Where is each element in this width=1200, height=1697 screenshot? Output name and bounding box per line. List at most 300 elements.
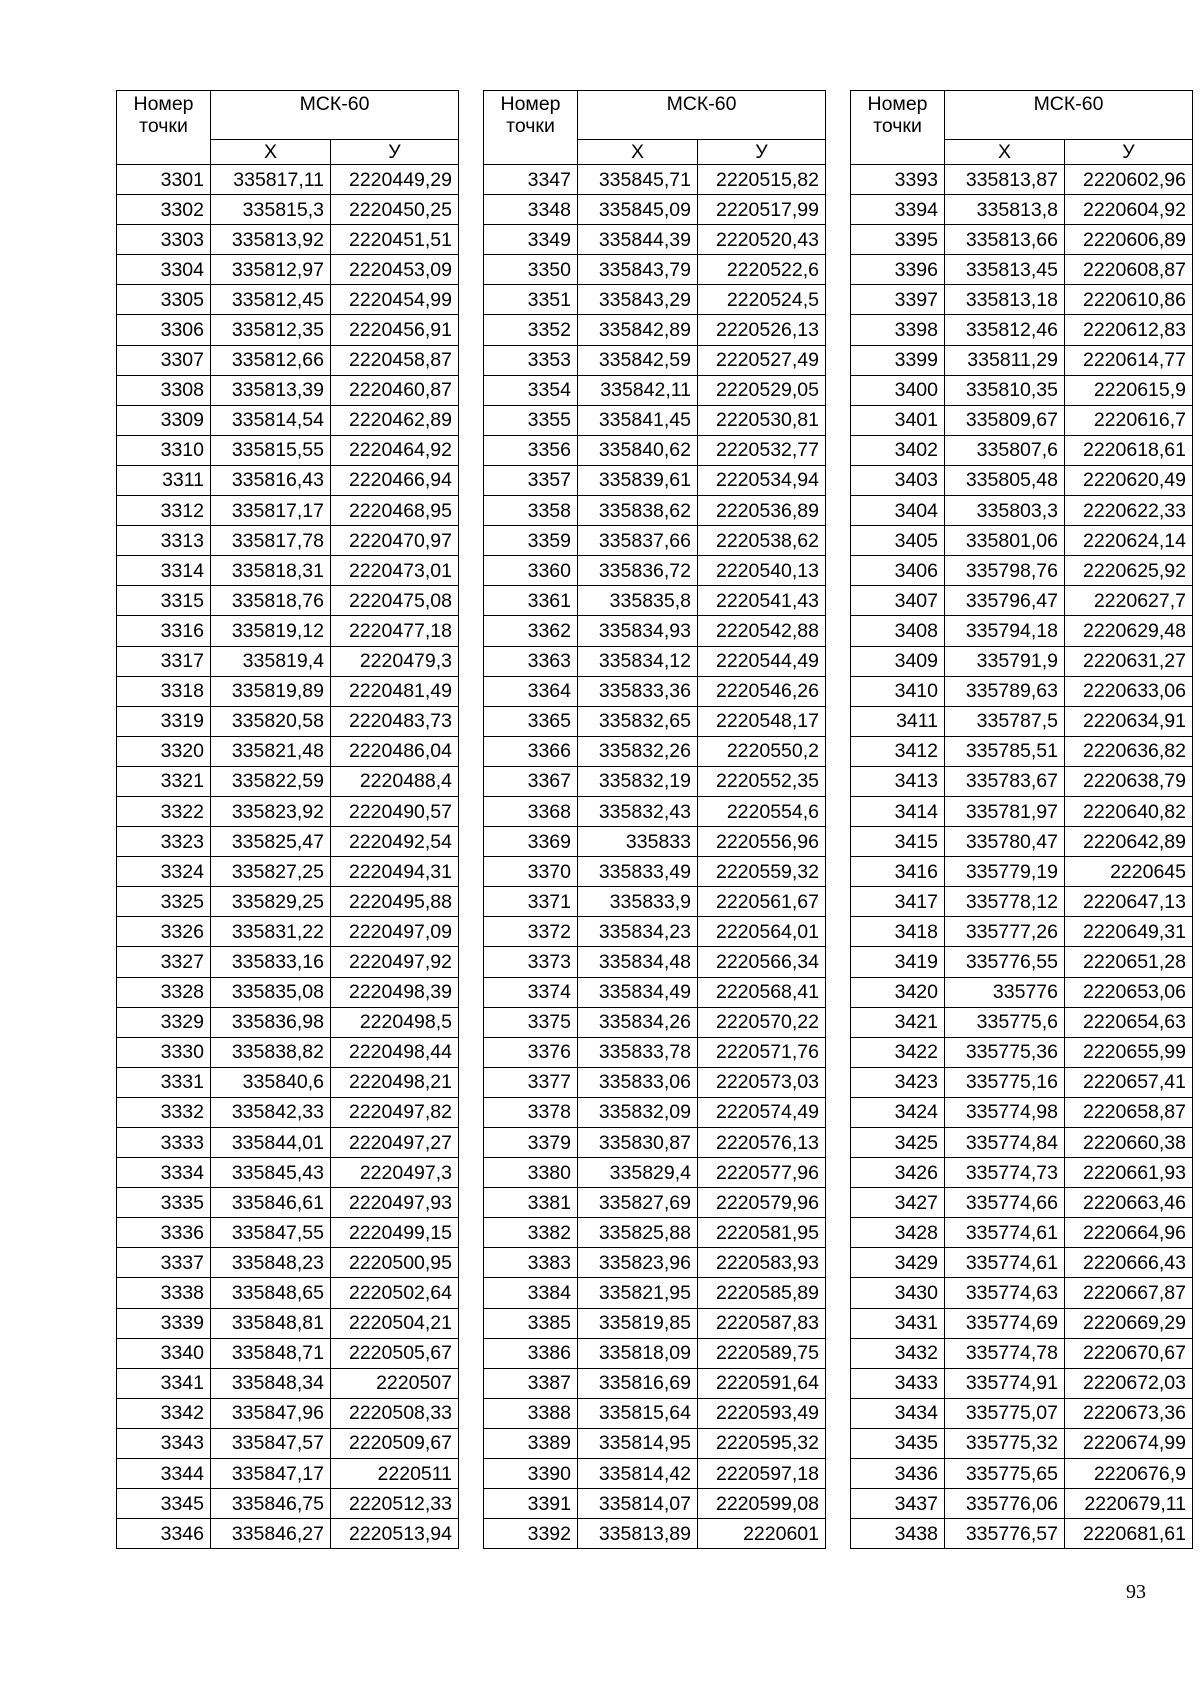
y-coordinate-cell: 2220593,49: [698, 1398, 826, 1428]
y-coordinate-cell: 2220541,43: [698, 586, 826, 616]
y-coordinate-cell: 2220599,08: [698, 1489, 826, 1519]
table-row: [484, 1007, 826, 1037]
point-number-cell: 3385: [484, 1308, 578, 1338]
table-row: [484, 1158, 826, 1188]
point-number-cell: 3338: [117, 1278, 211, 1308]
table-row: [851, 1338, 1193, 1368]
x-coordinate-cell: 335814,54: [211, 405, 331, 435]
point-number-cell: 3303: [117, 225, 211, 255]
point-number-cell: 3393: [851, 165, 945, 195]
x-coordinate-cell: 335835,8: [578, 586, 698, 616]
table-row: [851, 706, 1193, 736]
x-coordinate-cell: 335785,51: [945, 736, 1065, 766]
table-row: [851, 345, 1193, 375]
x-coordinate-cell: 335834,93: [578, 616, 698, 646]
point-number-cell: 3348: [484, 195, 578, 225]
table-row: [851, 1308, 1193, 1338]
y-coordinate-cell: 2220559,32: [698, 857, 826, 887]
y-coordinate-cell: 2220544,49: [698, 646, 826, 676]
point-number-cell: 3409: [851, 646, 945, 676]
point-number-cell: 3410: [851, 676, 945, 706]
y-coordinate-cell: 2220583,93: [698, 1248, 826, 1278]
y-coordinate-cell: 2220624,14: [1065, 526, 1193, 556]
y-coordinate-cell: 2220509,67: [331, 1428, 459, 1458]
table-row: [484, 285, 826, 315]
table-row: [117, 1067, 459, 1097]
point-number-cell: 3360: [484, 556, 578, 586]
y-coordinate-cell: 2220481,49: [331, 676, 459, 706]
y-coordinate-cell: 2220505,67: [331, 1338, 459, 1368]
x-coordinate-cell: 335845,09: [578, 195, 698, 225]
table-row: [117, 496, 459, 526]
y-coordinate-cell: 2220653,06: [1065, 977, 1193, 1007]
table-row: [117, 526, 459, 556]
point-number-cell: 3430: [851, 1278, 945, 1308]
point-number-cell: 3314: [117, 556, 211, 586]
table-row: [484, 1428, 826, 1458]
x-coordinate-cell: 335839,61: [578, 465, 698, 495]
x-coordinate-cell: 335844,39: [578, 225, 698, 255]
table-row: [117, 556, 459, 586]
x-coordinate-cell: 335819,4: [211, 646, 331, 676]
point-number-cell: 3397: [851, 285, 945, 315]
x-coordinate-cell: 335774,61: [945, 1248, 1065, 1278]
x-coordinate-cell: 335803,3: [945, 496, 1065, 526]
x-coordinate-cell: 335847,96: [211, 1398, 331, 1428]
x-coordinate-cell: 335843,29: [578, 285, 698, 315]
point-number-cell: 3431: [851, 1308, 945, 1338]
y-coordinate-cell: 2220532,77: [698, 435, 826, 465]
y-coordinate-cell: 2220550,2: [698, 736, 826, 766]
x-coordinate-cell: 335774,84: [945, 1128, 1065, 1158]
point-number-cell: 3434: [851, 1398, 945, 1428]
x-coordinate-cell: 335787,5: [945, 706, 1065, 736]
x-coordinate-cell: 335816,69: [578, 1368, 698, 1398]
table-row: [851, 1097, 1193, 1127]
point-number-cell: 3415: [851, 827, 945, 857]
point-number-cell: 3416: [851, 857, 945, 887]
y-coordinate-cell: 2220504,21: [331, 1308, 459, 1338]
point-number-cell: 3398: [851, 315, 945, 345]
table-row: [851, 827, 1193, 857]
page-number: 93: [1126, 1581, 1146, 1603]
table-row: [117, 917, 459, 947]
y-coordinate-cell: 2220585,89: [698, 1278, 826, 1308]
point-number-cell: 3391: [484, 1489, 578, 1519]
point-number-cell: 3308: [117, 375, 211, 405]
point-number-cell: 3339: [117, 1308, 211, 1338]
point-number-cell: 3333: [117, 1128, 211, 1158]
table-row: [484, 1278, 826, 1308]
table-row: [851, 1218, 1193, 1248]
y-coordinate-cell: 2220499,15: [331, 1218, 459, 1248]
table-row: [484, 496, 826, 526]
point-number-cell: 3304: [117, 255, 211, 285]
table-row: [484, 405, 826, 435]
table-row: [851, 947, 1193, 977]
x-coordinate-cell: 335819,89: [211, 676, 331, 706]
x-coordinate-cell: 335833,16: [211, 947, 331, 977]
x-coordinate-cell: 335780,47: [945, 827, 1065, 857]
table-row: [851, 556, 1193, 586]
y-coordinate-cell: 2220507: [331, 1368, 459, 1398]
point-number-cell: 3349: [484, 225, 578, 255]
table-row: [484, 375, 826, 405]
y-coordinate-cell: 2220498,21: [331, 1067, 459, 1097]
x-coordinate-cell: 335821,48: [211, 736, 331, 766]
point-number-cell: 3359: [484, 526, 578, 556]
y-coordinate-cell: 2220498,5: [331, 1007, 459, 1037]
table-row: [117, 1428, 459, 1458]
table-row: [117, 405, 459, 435]
y-column-header: У: [698, 140, 826, 165]
x-coordinate-cell: 335840,62: [578, 435, 698, 465]
point-number-cell: 3435: [851, 1428, 945, 1458]
point-number-cell: 3408: [851, 616, 945, 646]
x-coordinate-cell: 335776,06: [945, 1489, 1065, 1519]
x-coordinate-cell: 335775,6: [945, 1007, 1065, 1037]
point-number-cell: 3370: [484, 857, 578, 887]
point-number-cell: 3371: [484, 887, 578, 917]
point-number-cell: 3302: [117, 195, 211, 225]
coordinate-system-header: МСК-60: [945, 91, 1193, 140]
point-number-cell: 3311: [117, 465, 211, 495]
y-coordinate-cell: 2220649,31: [1065, 917, 1193, 947]
y-coordinate-cell: 2220645: [1065, 857, 1193, 887]
y-coordinate-cell: 2220524,5: [698, 285, 826, 315]
x-coordinate-cell: 335843,79: [578, 255, 698, 285]
point-number-header: Номер точки: [851, 91, 945, 165]
table-row: [117, 1007, 459, 1037]
y-coordinate-cell: 2220500,95: [331, 1248, 459, 1278]
y-coordinate-cell: 2220546,26: [698, 676, 826, 706]
point-number-cell: 3325: [117, 887, 211, 917]
point-number-cell: 3380: [484, 1158, 578, 1188]
x-coordinate-cell: 335774,78: [945, 1338, 1065, 1368]
table-row: [117, 1519, 459, 1549]
table-row: [851, 646, 1193, 676]
point-number-cell: 3412: [851, 736, 945, 766]
x-coordinate-cell: 335848,65: [211, 1278, 331, 1308]
table-row: [484, 165, 826, 195]
x-coordinate-cell: 335827,69: [578, 1188, 698, 1218]
y-coordinate-cell: 2220568,41: [698, 977, 826, 1007]
point-number-cell: 3400: [851, 375, 945, 405]
table-row: [851, 1158, 1193, 1188]
table-row: [851, 887, 1193, 917]
point-number-cell: 3437: [851, 1489, 945, 1519]
point-number-cell: 3365: [484, 706, 578, 736]
y-coordinate-cell: 2220608,87: [1065, 255, 1193, 285]
x-coordinate-cell: 335832,26: [578, 736, 698, 766]
x-coordinate-cell: 335834,49: [578, 977, 698, 1007]
x-coordinate-cell: 335798,76: [945, 556, 1065, 586]
x-coordinate-cell: 335848,81: [211, 1308, 331, 1338]
point-number-cell: 3354: [484, 375, 578, 405]
point-number-cell: 3418: [851, 917, 945, 947]
point-number-cell: 3307: [117, 345, 211, 375]
point-number-cell: 3422: [851, 1037, 945, 1067]
y-column-header: У: [331, 140, 459, 165]
table-row: [117, 616, 459, 646]
x-coordinate-cell: 335837,66: [578, 526, 698, 556]
table-row: [117, 977, 459, 1007]
y-coordinate-cell: 2220654,63: [1065, 1007, 1193, 1037]
point-number-cell: 3316: [117, 616, 211, 646]
table-row: [851, 375, 1193, 405]
x-coordinate-cell: 335812,66: [211, 345, 331, 375]
x-coordinate-cell: 335781,97: [945, 796, 1065, 826]
x-coordinate-cell: 335774,61: [945, 1218, 1065, 1248]
x-coordinate-cell: 335844,01: [211, 1128, 331, 1158]
table-row: [851, 165, 1193, 195]
point-number-cell: 3411: [851, 706, 945, 736]
table-row: [484, 225, 826, 255]
x-coordinate-cell: 335823,92: [211, 796, 331, 826]
point-number-cell: 3336: [117, 1218, 211, 1248]
y-coordinate-cell: 2220631,27: [1065, 646, 1193, 676]
y-coordinate-cell: 2220573,03: [698, 1067, 826, 1097]
point-number-cell: 3389: [484, 1428, 578, 1458]
point-number-cell: 3363: [484, 646, 578, 676]
table-row: [117, 1218, 459, 1248]
y-coordinate-cell: 2220606,89: [1065, 225, 1193, 255]
point-number-cell: 3362: [484, 616, 578, 646]
point-number-cell: 3368: [484, 796, 578, 826]
table-row: [484, 1368, 826, 1398]
x-coordinate-cell: 335832,65: [578, 706, 698, 736]
y-coordinate-cell: 2220492,54: [331, 827, 459, 857]
x-coordinate-cell: 335774,63: [945, 1278, 1065, 1308]
table-row: [484, 1459, 826, 1489]
point-number-cell: 3405: [851, 526, 945, 556]
point-number-cell: 3424: [851, 1097, 945, 1127]
x-coordinate-cell: 335846,61: [211, 1188, 331, 1218]
y-coordinate-cell: 2220658,87: [1065, 1097, 1193, 1127]
point-number-cell: 3399: [851, 345, 945, 375]
point-number-cell: 3322: [117, 796, 211, 826]
point-number-cell: 3383: [484, 1248, 578, 1278]
x-coordinate-cell: 335845,43: [211, 1158, 331, 1188]
point-number-cell: 3423: [851, 1067, 945, 1097]
point-number-cell: 3369: [484, 827, 578, 857]
y-coordinate-cell: 2220655,99: [1065, 1037, 1193, 1067]
y-coordinate-cell: 2220497,93: [331, 1188, 459, 1218]
y-coordinate-cell: 2220679,11: [1065, 1489, 1193, 1519]
table-row: [851, 736, 1193, 766]
y-coordinate-cell: 2220564,01: [698, 917, 826, 947]
y-coordinate-cell: 2220522,6: [698, 255, 826, 285]
table-row: [851, 1037, 1193, 1067]
point-number-cell: 3402: [851, 435, 945, 465]
point-number-cell: 3401: [851, 405, 945, 435]
point-number-cell: 3364: [484, 676, 578, 706]
point-number-cell: 3407: [851, 586, 945, 616]
x-coordinate-cell: 335776,57: [945, 1519, 1065, 1549]
table-row: [484, 1308, 826, 1338]
x-coordinate-cell: 335809,67: [945, 405, 1065, 435]
table-row: [484, 526, 826, 556]
table-row: [484, 766, 826, 796]
y-coordinate-cell: 2220579,96: [698, 1188, 826, 1218]
y-coordinate-cell: 2220614,77: [1065, 345, 1193, 375]
table-row: [851, 1248, 1193, 1278]
y-coordinate-cell: 2220602,96: [1065, 165, 1193, 195]
x-coordinate-cell: 335775,16: [945, 1067, 1065, 1097]
table-row: [851, 315, 1193, 345]
point-number-cell: 3392: [484, 1519, 578, 1549]
x-coordinate-cell: 335794,18: [945, 616, 1065, 646]
point-number-cell: 3305: [117, 285, 211, 315]
point-number-cell: 3352: [484, 315, 578, 345]
point-number-cell: 3357: [484, 465, 578, 495]
point-number-cell: 3373: [484, 947, 578, 977]
coordinate-table: [483, 90, 826, 1549]
x-coordinate-cell: 335815,3: [211, 195, 331, 225]
point-number-cell: 3332: [117, 1097, 211, 1127]
table-row: [117, 1338, 459, 1368]
point-number-cell: 3361: [484, 586, 578, 616]
y-coordinate-cell: 2220526,13: [698, 315, 826, 345]
point-number-cell: 3317: [117, 646, 211, 676]
point-number-cell: 3330: [117, 1037, 211, 1067]
y-coordinate-cell: 2220576,13: [698, 1128, 826, 1158]
x-coordinate-cell: 335833,49: [578, 857, 698, 887]
table-row: [851, 917, 1193, 947]
point-number-cell: 3343: [117, 1428, 211, 1458]
table-row: [117, 1188, 459, 1218]
y-coordinate-cell: 2220615,9: [1065, 375, 1193, 405]
x-coordinate-cell: 335807,6: [945, 435, 1065, 465]
y-coordinate-cell: 2220616,7: [1065, 405, 1193, 435]
x-coordinate-cell: 335834,12: [578, 646, 698, 676]
y-coordinate-cell: 2220627,7: [1065, 586, 1193, 616]
y-coordinate-cell: 2220458,87: [331, 345, 459, 375]
y-coordinate-cell: 2220664,96: [1065, 1218, 1193, 1248]
x-coordinate-cell: 335813,45: [945, 255, 1065, 285]
x-coordinate-cell: 335842,89: [578, 315, 698, 345]
x-coordinate-cell: 335775,65: [945, 1459, 1065, 1489]
point-number-cell: 3395: [851, 225, 945, 255]
x-coordinate-cell: 335813,18: [945, 285, 1065, 315]
x-coordinate-cell: 335822,59: [211, 766, 331, 796]
point-number-cell: 3436: [851, 1459, 945, 1489]
table-row: [851, 465, 1193, 495]
point-number-cell: 3432: [851, 1338, 945, 1368]
point-number-cell: 3421: [851, 1007, 945, 1037]
y-coordinate-cell: 2220449,29: [331, 165, 459, 195]
table-row: [117, 465, 459, 495]
y-coordinate-cell: 2220672,03: [1065, 1368, 1193, 1398]
point-number-cell: 3386: [484, 1338, 578, 1368]
table-row: [851, 285, 1193, 315]
table-row: [484, 676, 826, 706]
x-coordinate-cell: 335820,58: [211, 706, 331, 736]
table-row: [117, 225, 459, 255]
y-coordinate-cell: 2220591,64: [698, 1368, 826, 1398]
table-row: [117, 375, 459, 405]
table-row: [484, 586, 826, 616]
table-row: [117, 1158, 459, 1188]
x-coordinate-cell: 335834,23: [578, 917, 698, 947]
y-coordinate-cell: 2220548,17: [698, 706, 826, 736]
x-coordinate-cell: 335791,9: [945, 646, 1065, 676]
y-coordinate-cell: 2220636,82: [1065, 736, 1193, 766]
point-number-cell: 3344: [117, 1459, 211, 1489]
x-coordinate-cell: 335825,88: [578, 1218, 698, 1248]
x-coordinate-cell: 335819,85: [578, 1308, 698, 1338]
y-coordinate-cell: 2220470,97: [331, 526, 459, 556]
x-coordinate-cell: 335847,17: [211, 1459, 331, 1489]
point-number-cell: 3324: [117, 857, 211, 887]
y-coordinate-cell: 2220647,13: [1065, 887, 1193, 917]
coordinate-table: [116, 90, 459, 1549]
table-row: [484, 646, 826, 676]
table-row: [851, 435, 1193, 465]
table-row: [851, 1188, 1193, 1218]
point-number-cell: 3335: [117, 1188, 211, 1218]
y-coordinate-cell: 2220538,62: [698, 526, 826, 556]
x-coordinate-cell: 335832,09: [578, 1097, 698, 1127]
x-coordinate-cell: 335789,63: [945, 676, 1065, 706]
y-coordinate-cell: 2220497,27: [331, 1128, 459, 1158]
point-number-cell: 3358: [484, 496, 578, 526]
table-row: [117, 857, 459, 887]
point-number-cell: 3340: [117, 1338, 211, 1368]
point-number-cell: 3310: [117, 435, 211, 465]
table-row: [117, 706, 459, 736]
y-coordinate-cell: 2220638,79: [1065, 766, 1193, 796]
table-row: [484, 1188, 826, 1218]
x-column-header: Х: [578, 140, 698, 165]
point-number-cell: 3394: [851, 195, 945, 225]
x-column-header: Х: [945, 140, 1065, 165]
table-row: [117, 887, 459, 917]
x-coordinate-cell: 335825,47: [211, 827, 331, 857]
y-coordinate-cell: 2220661,93: [1065, 1158, 1193, 1188]
y-coordinate-cell: 2220651,28: [1065, 947, 1193, 977]
x-coordinate-cell: 335835,08: [211, 977, 331, 1007]
y-coordinate-cell: 2220610,86: [1065, 285, 1193, 315]
x-coordinate-cell: 335774,73: [945, 1158, 1065, 1188]
y-coordinate-cell: 2220495,88: [331, 887, 459, 917]
point-number-cell: 3417: [851, 887, 945, 917]
y-coordinate-cell: 2220595,32: [698, 1428, 826, 1458]
point-number-cell: 3309: [117, 405, 211, 435]
y-coordinate-cell: 2220464,92: [331, 435, 459, 465]
x-coordinate-cell: 335842,11: [578, 375, 698, 405]
y-coordinate-cell: 2220497,3: [331, 1158, 459, 1188]
y-coordinate-cell: 2220534,94: [698, 465, 826, 495]
point-number-cell: 3387: [484, 1368, 578, 1398]
x-coordinate-cell: 335821,95: [578, 1278, 698, 1308]
y-coordinate-cell: 2220477,18: [331, 616, 459, 646]
y-coordinate-cell: 2220540,13: [698, 556, 826, 586]
table-row: [484, 1097, 826, 1127]
y-coordinate-cell: 2220529,05: [698, 375, 826, 405]
point-number-cell: 3376: [484, 1037, 578, 1067]
x-coordinate-cell: 335834,26: [578, 1007, 698, 1037]
x-coordinate-cell: 335818,31: [211, 556, 331, 586]
x-coordinate-cell: 335777,26: [945, 917, 1065, 947]
point-number-cell: 3388: [484, 1398, 578, 1428]
x-coordinate-cell: 335833,36: [578, 676, 698, 706]
table-row: [117, 1368, 459, 1398]
y-coordinate-cell: 2220468,95: [331, 496, 459, 526]
table-row: [484, 736, 826, 766]
table-row: [117, 255, 459, 285]
point-number-cell: 3425: [851, 1128, 945, 1158]
